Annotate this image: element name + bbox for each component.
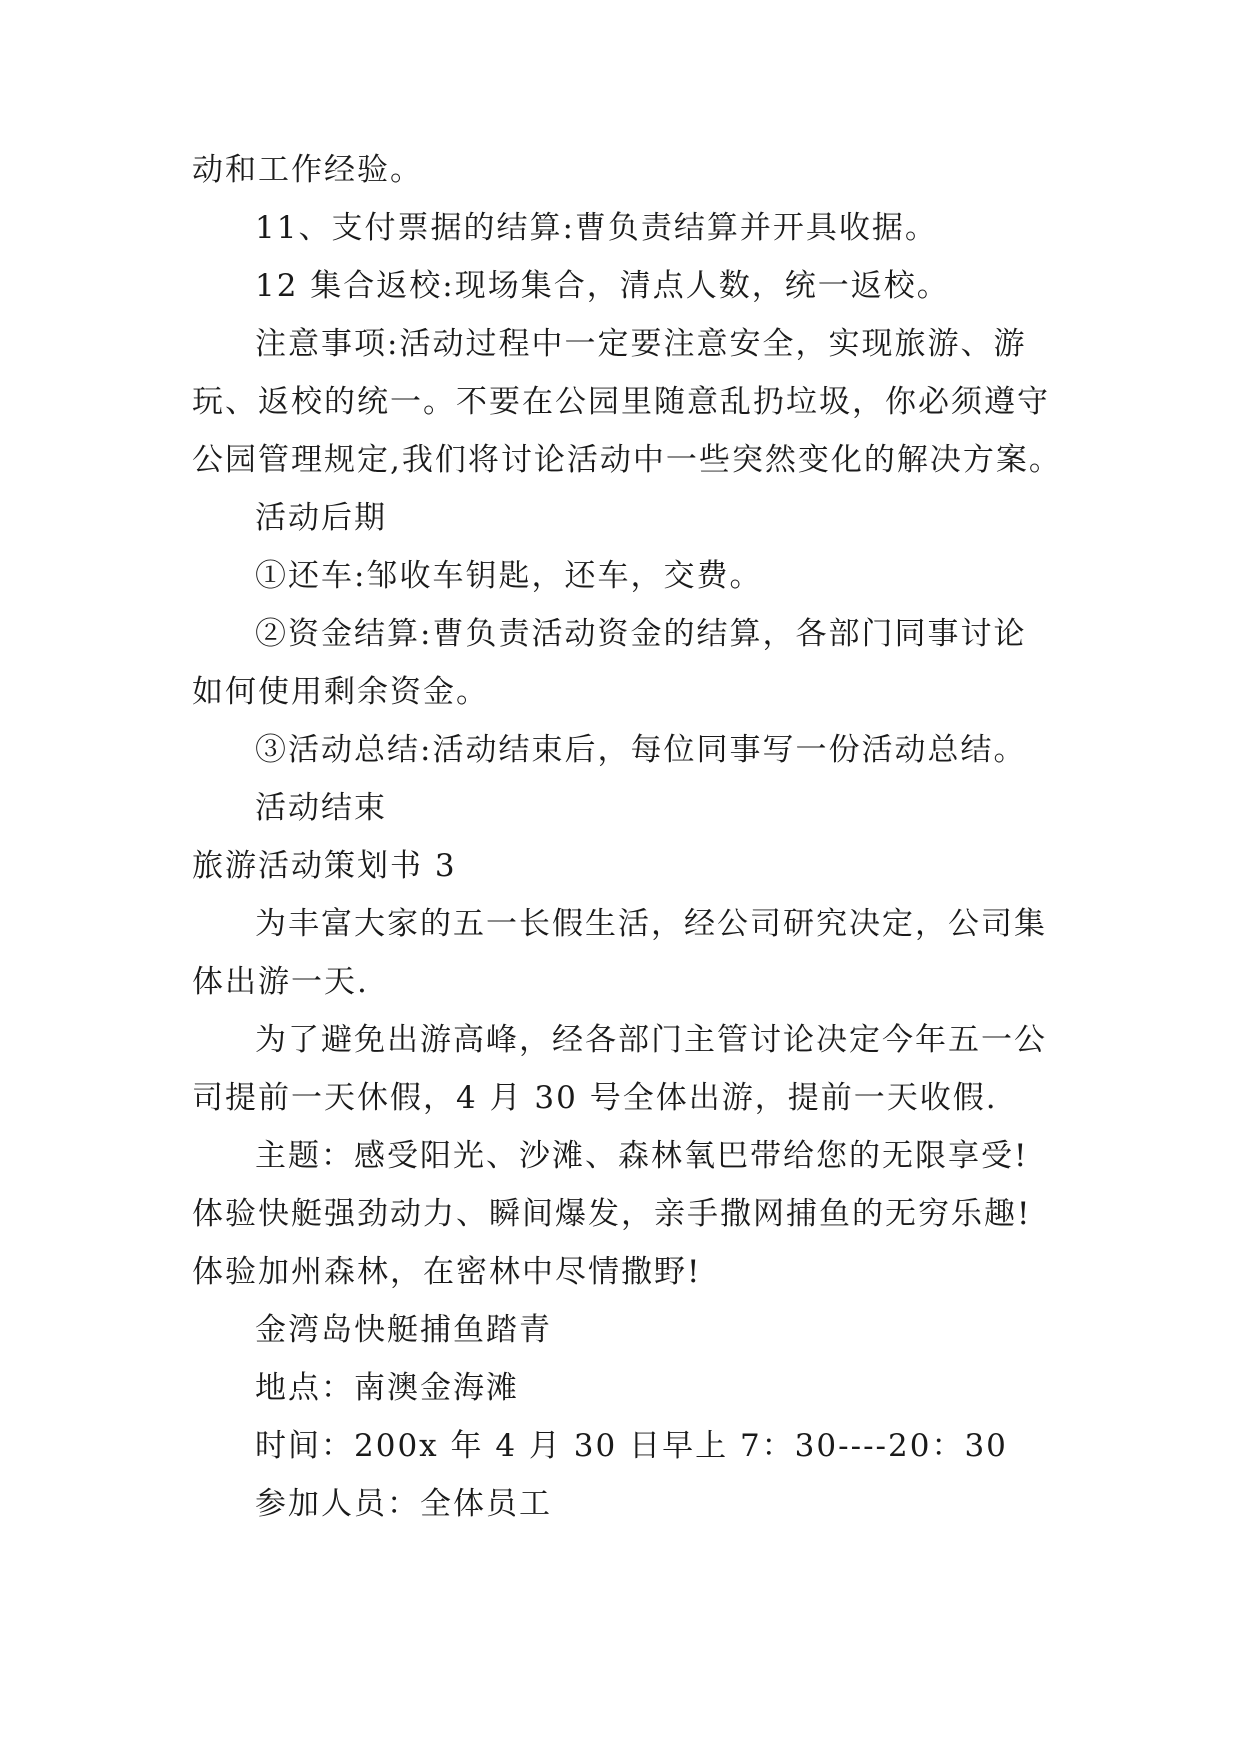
location-line: 地点：南澳金海滩 (255, 1370, 519, 1406)
text-line-11: ③活动总结:活动结束后，每位同事写一份活动总结。 (255, 732, 1027, 768)
time-line: 时间：200x 年 4 月 30 日早上 7：30----20：30 (255, 1428, 1008, 1464)
text-line-17: 司提前一天休假，4 月 30 号全体出游，提前一天收假. (192, 1080, 998, 1116)
section-heading-post-activity: 活动后期 (255, 500, 387, 536)
text-line-16: 为了避免出游高峰，经各部门主管讨论决定今年五一公 (255, 1022, 1047, 1058)
text-line-9: ②资金结算:曹负责活动资金的结算，各部门同事讨论 (255, 616, 1027, 652)
text-line-1: 动和工作经验。 (192, 152, 423, 188)
text-line-4: 注意事项:活动过程中一定要注意安全，实现旅游、游 (255, 326, 1027, 362)
text-line-2: 11、支付票据的结算:曹负责结算并开具收据。 (255, 210, 938, 246)
document-section-title: 旅游活动策划书 3 (192, 848, 457, 884)
participants-line: 参加人员：全体员工 (255, 1486, 552, 1522)
text-line-15: 体出游一天. (192, 964, 369, 1000)
text-line-5: 玩、返校的统一。不要在公园里随意乱扔垃圾，你必须遵守 (192, 384, 1050, 420)
text-line-3: 12 集合返校:现场集合，清点人数，统一返校。 (255, 268, 950, 304)
text-line-20: 体验加州森林，在密林中尽情撒野! (192, 1254, 702, 1290)
text-line-21: 金湾岛快艇捕鱼踏青 (255, 1312, 552, 1348)
text-line-18: 主题：感受阳光、沙滩、森林氧巴带给您的无限享受! (255, 1138, 1029, 1174)
text-line-10: 如何使用剩余资金。 (192, 674, 489, 710)
text-line-8: ①还车:邹收车钥匙，还车，交费。 (255, 558, 763, 594)
section-heading-activity-end: 活动结束 (255, 790, 387, 826)
text-line-14: 为丰富大家的五一长假生活，经公司研究决定，公司集 (255, 906, 1047, 942)
text-line-19: 体验快艇强劲动力、瞬间爆发，亲手撒网捕鱼的无穷乐趣! (192, 1196, 1032, 1232)
text-line-6: 公园管理规定,我们将讨论活动中一些突然变化的解决方案。 (192, 442, 1062, 478)
